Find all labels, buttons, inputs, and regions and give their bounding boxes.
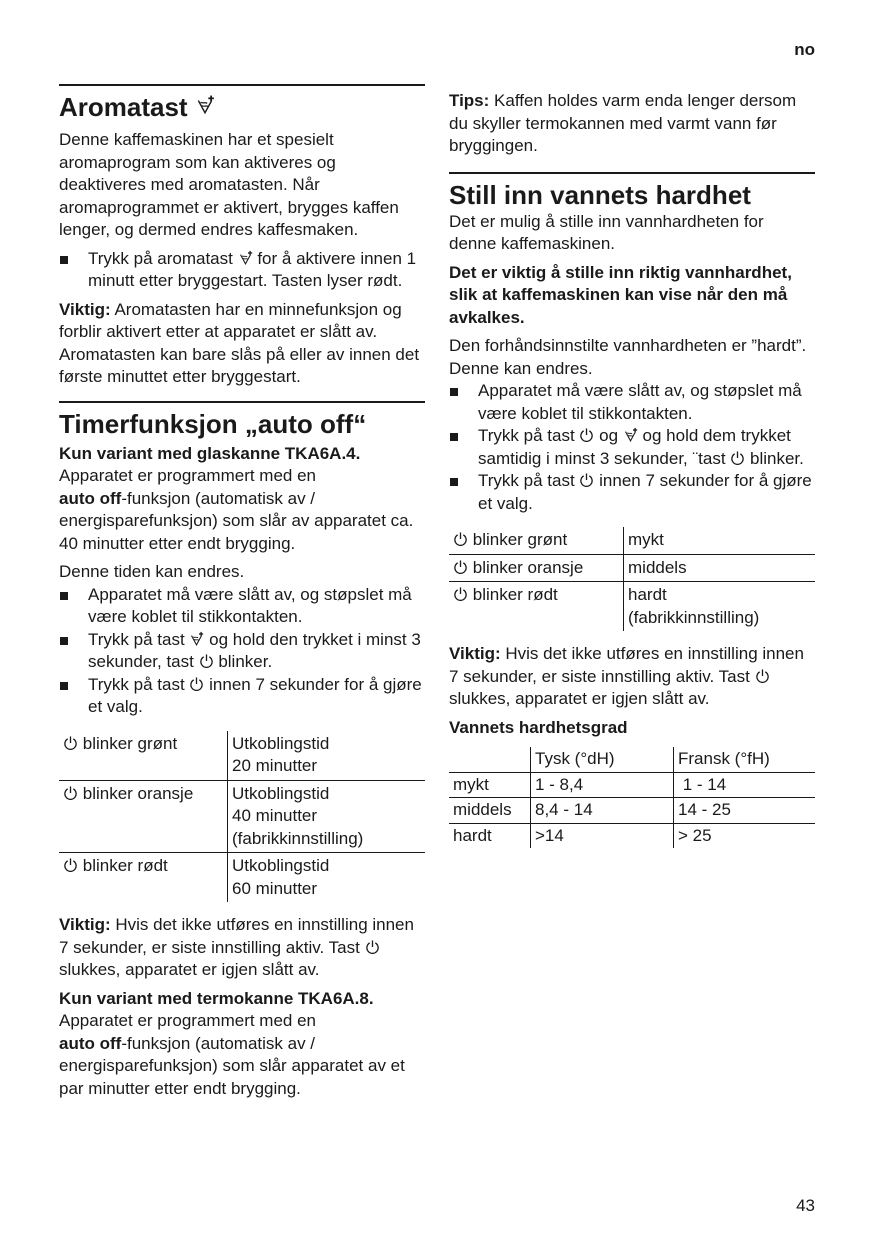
hardness-list (449, 380, 815, 515)
cell-text: Utkoblingstid (232, 856, 330, 875)
hardness-p2: Det er viktig å stille inn riktig vannhardhet, slik at kaffemaskinen kan vise når den må avkalkes. (449, 262, 792, 327)
cell-text: blinker oransje (472, 557, 584, 577)
cell-text: Utkoblingstid (232, 783, 330, 803)
bullet-text: Trykk på tast (478, 426, 575, 445)
table-row (59, 853, 425, 903)
table-cell (624, 527, 816, 554)
cell-text: blinker oransje (82, 783, 194, 803)
table-cell: 8,4 - 14 (531, 798, 674, 824)
table-cell (449, 582, 624, 632)
cell-text: mykt (628, 530, 664, 549)
cell-text: hardt (628, 585, 667, 604)
list-item (59, 629, 425, 674)
table-cell (59, 731, 228, 781)
text: Apparatet er programmert med en (59, 466, 317, 485)
table-cell (228, 780, 426, 853)
table-cell (624, 582, 816, 632)
list-item (59, 248, 425, 293)
table-cell: middels (449, 798, 531, 824)
note-label: Viktig: (59, 299, 111, 319)
power-icon (453, 586, 468, 602)
table-row (449, 582, 815, 632)
auto-off-label: auto off (59, 488, 122, 508)
bullet-text: og (599, 426, 619, 445)
power-icon (730, 450, 745, 466)
table-cell: 14 - 25 (674, 798, 816, 824)
page-number: 43 (796, 1196, 815, 1215)
hardness-p3 (449, 335, 815, 380)
table-cell: > 25 (674, 823, 816, 848)
hardness-table-wrap (449, 527, 815, 631)
power-icon (63, 785, 78, 801)
power-icon (199, 653, 214, 669)
variant-glass: Kun variant med glaskanne TKA6A.4. (59, 443, 361, 463)
text: Apparatet er programmert med en (59, 1011, 317, 1030)
power-icon (365, 939, 380, 955)
aroma-icon (238, 250, 253, 266)
bullet-text: Apparatet må være slått av, og støpslet må være koblet til stikkontakten. (478, 381, 802, 423)
bullet-text: blinker. (750, 448, 804, 468)
note-text: slukkes, apparatet er igjen slått av. (449, 689, 710, 708)
table-cell (228, 731, 426, 781)
left-column (59, 84, 425, 1106)
power-icon (453, 559, 468, 575)
table-cell: mykt (449, 772, 531, 798)
note-text: slukkes, apparatet er igjen slått av. (59, 960, 320, 979)
aroma-list (59, 248, 425, 293)
variant-thermo: Kun variant med termokanne TKA6A.8. (59, 988, 374, 1008)
table-cell: 1 - 8,4 (531, 772, 674, 798)
power-icon (63, 857, 78, 873)
note-text: Aromatasten har en minnefunksjon og forblir aktivert etter at apparatet er slått av. Aromatasten kan bare slås på eller av innen det første minuttet etter bryggestart. (59, 299, 420, 386)
power-icon (579, 472, 594, 488)
timer-heading: Timerfunksjon „auto off“ (59, 401, 425, 440)
aroma-intro: Denne kaffemaskinen har et spesielt aromaprogram som kan aktiveres og deaktiveres med aromatasten. Når aromaprogrammet er aktivert, brygges kaffen lenger, og dermed endres kaffesmaken. (59, 130, 399, 239)
table-row (59, 731, 425, 781)
timer-table-wrap (59, 731, 425, 903)
table-cell (449, 554, 624, 582)
timer-p2: Denne tiden kan endres. (59, 562, 245, 581)
timer-table (59, 731, 425, 903)
cell-text: (fabrikkinnstilling) (232, 828, 364, 848)
cell-text: (fabrikkinnstilling) (628, 607, 760, 627)
power-icon (579, 427, 594, 443)
text: -funksjon (automatisk av / energisparefunksjon) som slår apparatet av et par minutter etter endt brygging. (59, 1033, 405, 1098)
cell-text: blinker grønt (82, 733, 178, 753)
text: Denne kan endres. (449, 358, 593, 378)
aroma-icon (195, 95, 215, 117)
aroma-title: Aromatast (59, 92, 188, 122)
note-text: Hvis det ikke utføres en innstilling innen 7 sekunder, er siste innstilling aktiv. Tast (59, 915, 414, 957)
table-cell: Fransk (°fH) (674, 747, 816, 772)
bullet-text: innen 7 sekunder for å gjøre et valg. (478, 471, 812, 513)
table-cell (59, 853, 228, 903)
table-cell (449, 747, 531, 772)
grade-title: Vannets hardhetsgrad (449, 717, 628, 737)
tip (449, 90, 815, 158)
table-cell: hardt (449, 823, 531, 848)
bullet-text: blinker. (218, 652, 273, 671)
table-cell: >14 (531, 823, 674, 848)
list-item (449, 470, 815, 515)
bullet-text: og hold den trykket i minst 3 sekunder, tast (88, 629, 421, 671)
table-row (59, 780, 425, 853)
aroma-icon (189, 631, 204, 647)
hardness-heading: Still inn vannets hardhet (449, 172, 815, 211)
table-row (449, 527, 815, 554)
timer-note (59, 914, 425, 982)
list-item (449, 380, 815, 425)
list-item (59, 584, 425, 629)
table-header-row (449, 747, 815, 772)
power-icon (189, 676, 204, 692)
table-row (449, 772, 815, 798)
right-column (449, 90, 815, 848)
cell-text: 40 minutter (232, 806, 318, 825)
hardness-note (449, 643, 815, 711)
timer-p1 (59, 465, 425, 555)
hardness-table (449, 527, 815, 631)
bullet-text: for å aktivere innen 1 minutt etter bryggestart. Tasten lyser rødt. (88, 248, 417, 290)
bullet-text: innen 7 sekunder for å gjøre et valg. (88, 674, 422, 716)
cell-text: middels (628, 557, 687, 577)
bullet-text: og hold dem trykket samtidig i minst 3 sekunder, ¨tast (478, 426, 791, 468)
cell-text: 20 minutter (232, 756, 318, 775)
table-row (449, 798, 815, 824)
table-cell (59, 780, 228, 853)
list-item (449, 425, 815, 470)
bullet-text: Trykk på tast (88, 674, 185, 694)
list-item (59, 674, 425, 719)
table-cell: Tysk (°dH) (531, 747, 674, 772)
cell-text: Utkoblingstid (232, 733, 330, 753)
table-cell (449, 527, 624, 554)
bullet-text: Trykk på aromatast (88, 248, 233, 268)
power-icon (755, 668, 770, 684)
note-text: Hvis det ikke utføres en innstilling innen 7 sekunder, er siste innstilling aktiv. Tast (449, 644, 804, 686)
tip-label: Tips: (449, 91, 490, 110)
language-code: no (794, 40, 815, 59)
hardness-p1: Det er mulig å stille inn vannhardheten for denne kaffemaskinen. (449, 211, 764, 253)
table-row (449, 823, 815, 848)
power-icon (63, 735, 78, 751)
note-label: Viktig: (449, 644, 501, 663)
aroma-heading (59, 84, 425, 123)
bullet-text: Trykk på tast (88, 629, 185, 649)
grade-table (449, 747, 815, 848)
bullet-text: Apparatet må være slått av, og støpslet må være koblet til stikkontakten. (88, 584, 412, 626)
cell-text: 60 minutter (232, 878, 318, 898)
aroma-icon (623, 427, 638, 443)
cell-text: blinker rødt (82, 856, 168, 875)
tip-text: Kaffen holdes varm enda lenger dersom du skyller termokannen med varmt vann før bryggingen. (449, 91, 797, 155)
table-cell (624, 554, 816, 582)
table-cell (228, 853, 426, 903)
text: -funksjon (automatisk av / energisparefunksjon) som slår av apparatet ca. 40 minutter etter endt brygging. (59, 488, 414, 553)
cell-text: blinker rødt (472, 585, 558, 604)
timer-p3 (59, 1010, 425, 1100)
table-cell: 1 - 14 (674, 772, 816, 798)
auto-off-label: auto off (59, 1033, 122, 1053)
power-icon (453, 531, 468, 547)
bullet-text: Trykk på tast (478, 471, 575, 490)
text: Den forhåndsinnstilte vannhardheten er ”hardt”. (449, 336, 807, 355)
note-label: Viktig: (59, 915, 111, 934)
timer-list (59, 584, 425, 719)
aroma-note (59, 299, 425, 389)
table-row (449, 554, 815, 582)
cell-text: blinker grønt (472, 530, 568, 549)
